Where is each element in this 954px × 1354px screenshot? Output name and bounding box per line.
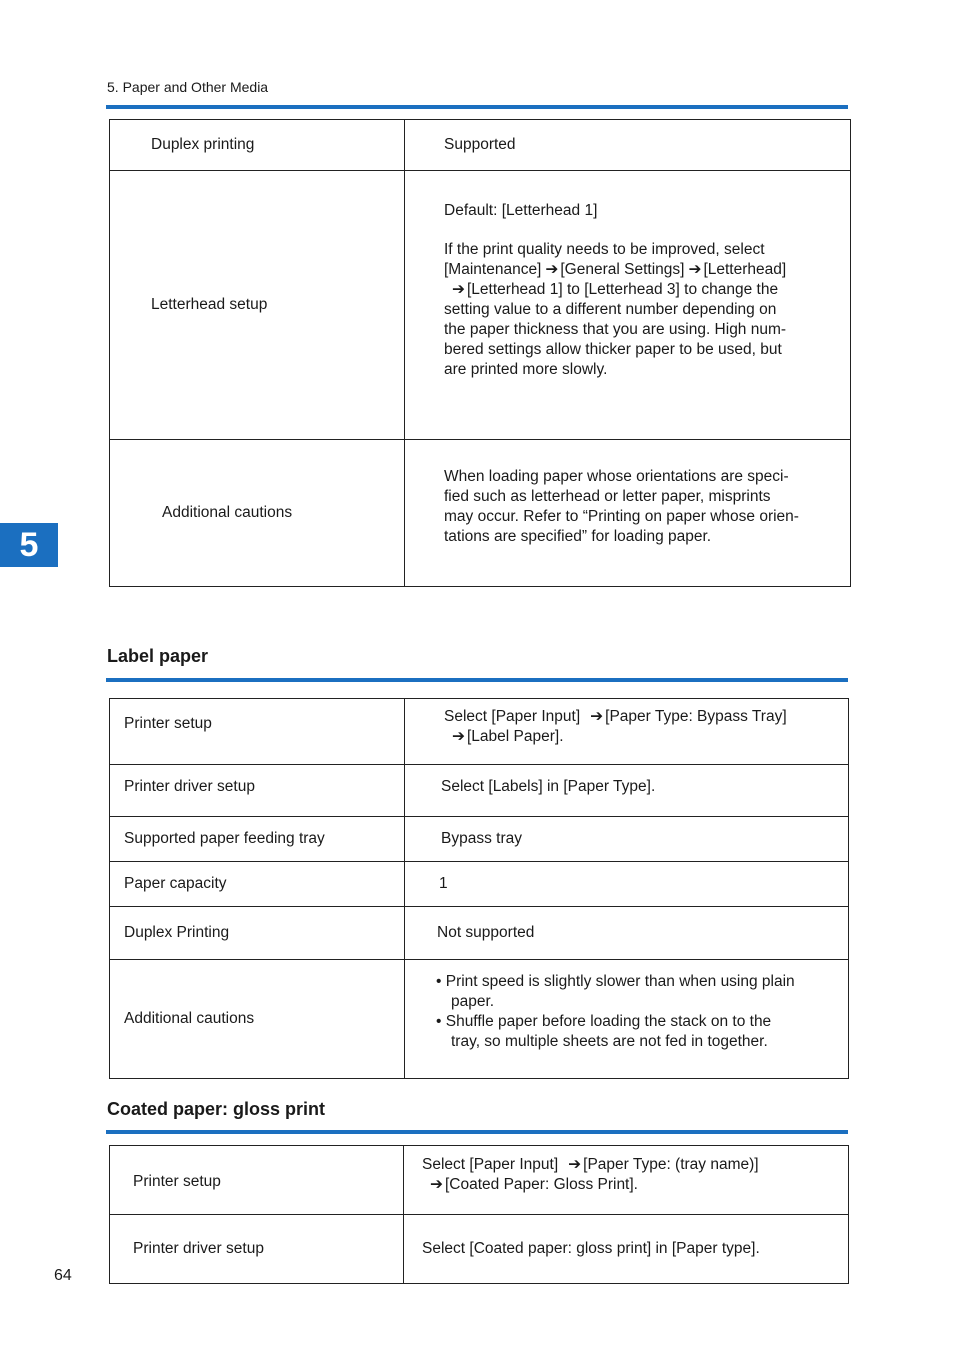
section-title-coated-paper: Coated paper: gloss print xyxy=(107,1099,326,1119)
row-label-cell xyxy=(110,1146,404,1215)
row-value: Bypass tray xyxy=(441,830,522,847)
table-row xyxy=(110,1215,849,1284)
row-value: Supported xyxy=(444,136,516,153)
right-arrow-icon: ➔ xyxy=(545,260,559,278)
table-row xyxy=(110,120,851,171)
row-value-cell xyxy=(405,171,851,440)
desc-line xyxy=(444,280,850,300)
printer-setup-path xyxy=(405,707,848,757)
table-row xyxy=(110,1146,849,1215)
row-value-cell xyxy=(405,699,849,765)
section-rule xyxy=(106,678,848,682)
row-label: Supported paper feeding tray xyxy=(124,830,325,847)
row-value-cell xyxy=(405,765,849,817)
row-label: Printer setup xyxy=(124,714,212,732)
desc-line: When loading paper whose orientations are speci- xyxy=(444,468,789,485)
row-label-cell xyxy=(110,862,405,907)
row-label-cell xyxy=(110,699,405,765)
row-label-cell xyxy=(110,120,405,171)
row-label: Printer driver setup xyxy=(124,777,255,795)
media-settings-table xyxy=(109,119,851,587)
row-label: Duplex printing xyxy=(151,136,255,153)
menu-path-part: Select [Paper Input] xyxy=(444,707,581,725)
table-row xyxy=(110,817,849,862)
row-label-cell xyxy=(110,817,405,862)
table-row xyxy=(110,907,849,960)
desc-line: fied such as letterhead or letter paper, misprints xyxy=(444,488,771,505)
row-label: Printer driver setup xyxy=(133,1240,264,1257)
list-item-continuation: tray, so multiple sheets are not fed in together. xyxy=(451,1033,768,1050)
row-label-cell xyxy=(110,440,405,587)
row-value-cell xyxy=(405,907,849,960)
right-arrow-icon: ➔ xyxy=(452,727,465,745)
right-arrow-icon: ➔ xyxy=(688,260,702,278)
row-value: Select [Labels] in [Paper Type]. xyxy=(441,777,656,795)
row-value-cell xyxy=(404,1146,849,1215)
cautions-text xyxy=(405,467,850,559)
right-arrow-icon: ➔ xyxy=(430,1176,443,1193)
right-arrow-icon: ➔ xyxy=(590,707,604,725)
header-rule xyxy=(106,105,848,109)
row-value-cell xyxy=(405,862,849,907)
row-label: Additional cautions xyxy=(124,1010,255,1027)
row-value: 1 xyxy=(439,875,448,892)
row-value-cell xyxy=(405,120,851,171)
row-value: Select [Coated paper: gloss print] in [Paper type]. xyxy=(422,1240,760,1257)
menu-path-part: [Maintenance] xyxy=(444,260,542,278)
desc-line xyxy=(444,260,850,280)
chapter-tab: 5 xyxy=(0,523,58,567)
row-label-cell xyxy=(110,960,405,1079)
row-label: Duplex Printing xyxy=(124,924,230,941)
desc-line: are printed more slowly. xyxy=(444,360,608,378)
table-row xyxy=(110,862,849,907)
table-row xyxy=(110,440,851,587)
section-title-label-paper: Label paper xyxy=(107,646,209,666)
row-value-cell xyxy=(405,440,851,587)
default-value-text: Default: [Letterhead 1] xyxy=(444,201,598,219)
row-value-cell xyxy=(405,960,849,1079)
menu-path-part: [Letterhead 1] to [Letterhead 3] to change the xyxy=(467,280,779,298)
menu-path-part: [Letterhead] xyxy=(703,260,787,278)
letterhead-description xyxy=(405,201,850,410)
desc-line: the paper thickness that you are using. High num- xyxy=(444,320,787,338)
menu-path-part: [Label Paper]. xyxy=(467,727,564,745)
table-row xyxy=(110,765,849,817)
list-item: • Shuffle paper before loading the stack on to the xyxy=(436,1013,772,1030)
row-label: Printer setup xyxy=(133,1173,221,1190)
menu-path-part: Select [Paper Input] xyxy=(422,1156,559,1173)
row-label: Paper capacity xyxy=(124,875,227,892)
menu-path-part: [Paper Type: (tray name)] xyxy=(583,1156,759,1173)
label-paper-table xyxy=(109,698,849,1079)
row-label-cell xyxy=(110,765,405,817)
coated-paper-table xyxy=(109,1145,849,1284)
row-label-cell xyxy=(110,171,405,440)
menu-path-part: [Paper Type: Bypass Tray] xyxy=(605,707,787,725)
page-number: 64 xyxy=(54,1267,72,1284)
desc-line: bered settings allow thicker paper to be used, but xyxy=(444,340,782,358)
desc-line: may occur. Refer to “Printing on paper whose orien- xyxy=(444,508,799,525)
desc-line: If the print quality needs to be improved, select xyxy=(444,240,765,258)
menu-path-part: [Coated Paper: Gloss Print]. xyxy=(445,1176,638,1193)
table-row xyxy=(110,699,849,765)
list-item-continuation: paper. xyxy=(451,993,495,1010)
table-row xyxy=(110,171,851,440)
desc-line: tations are specified” for loading paper. xyxy=(444,528,712,545)
row-label-cell xyxy=(110,907,405,960)
row-label-cell xyxy=(110,1215,404,1284)
row-label: Additional cautions xyxy=(162,504,293,521)
row-value-cell xyxy=(404,1215,849,1284)
section-rule xyxy=(106,1130,848,1134)
menu-path-part: [General Settings] xyxy=(560,260,685,278)
cautions-list xyxy=(405,972,848,1066)
right-arrow-icon: ➔ xyxy=(452,280,465,298)
table-row xyxy=(110,960,849,1079)
printer-setup-path xyxy=(404,1155,848,1205)
row-label: Letterhead setup xyxy=(151,296,268,313)
row-value-cell xyxy=(405,817,849,862)
desc-line: setting value to a different number depending on xyxy=(444,300,777,318)
running-header: 5. Paper and Other Media xyxy=(107,79,269,95)
list-item: • Print speed is slightly slower than when using plain xyxy=(436,973,795,990)
row-value: Not supported xyxy=(437,924,535,941)
right-arrow-icon: ➔ xyxy=(568,1156,582,1173)
